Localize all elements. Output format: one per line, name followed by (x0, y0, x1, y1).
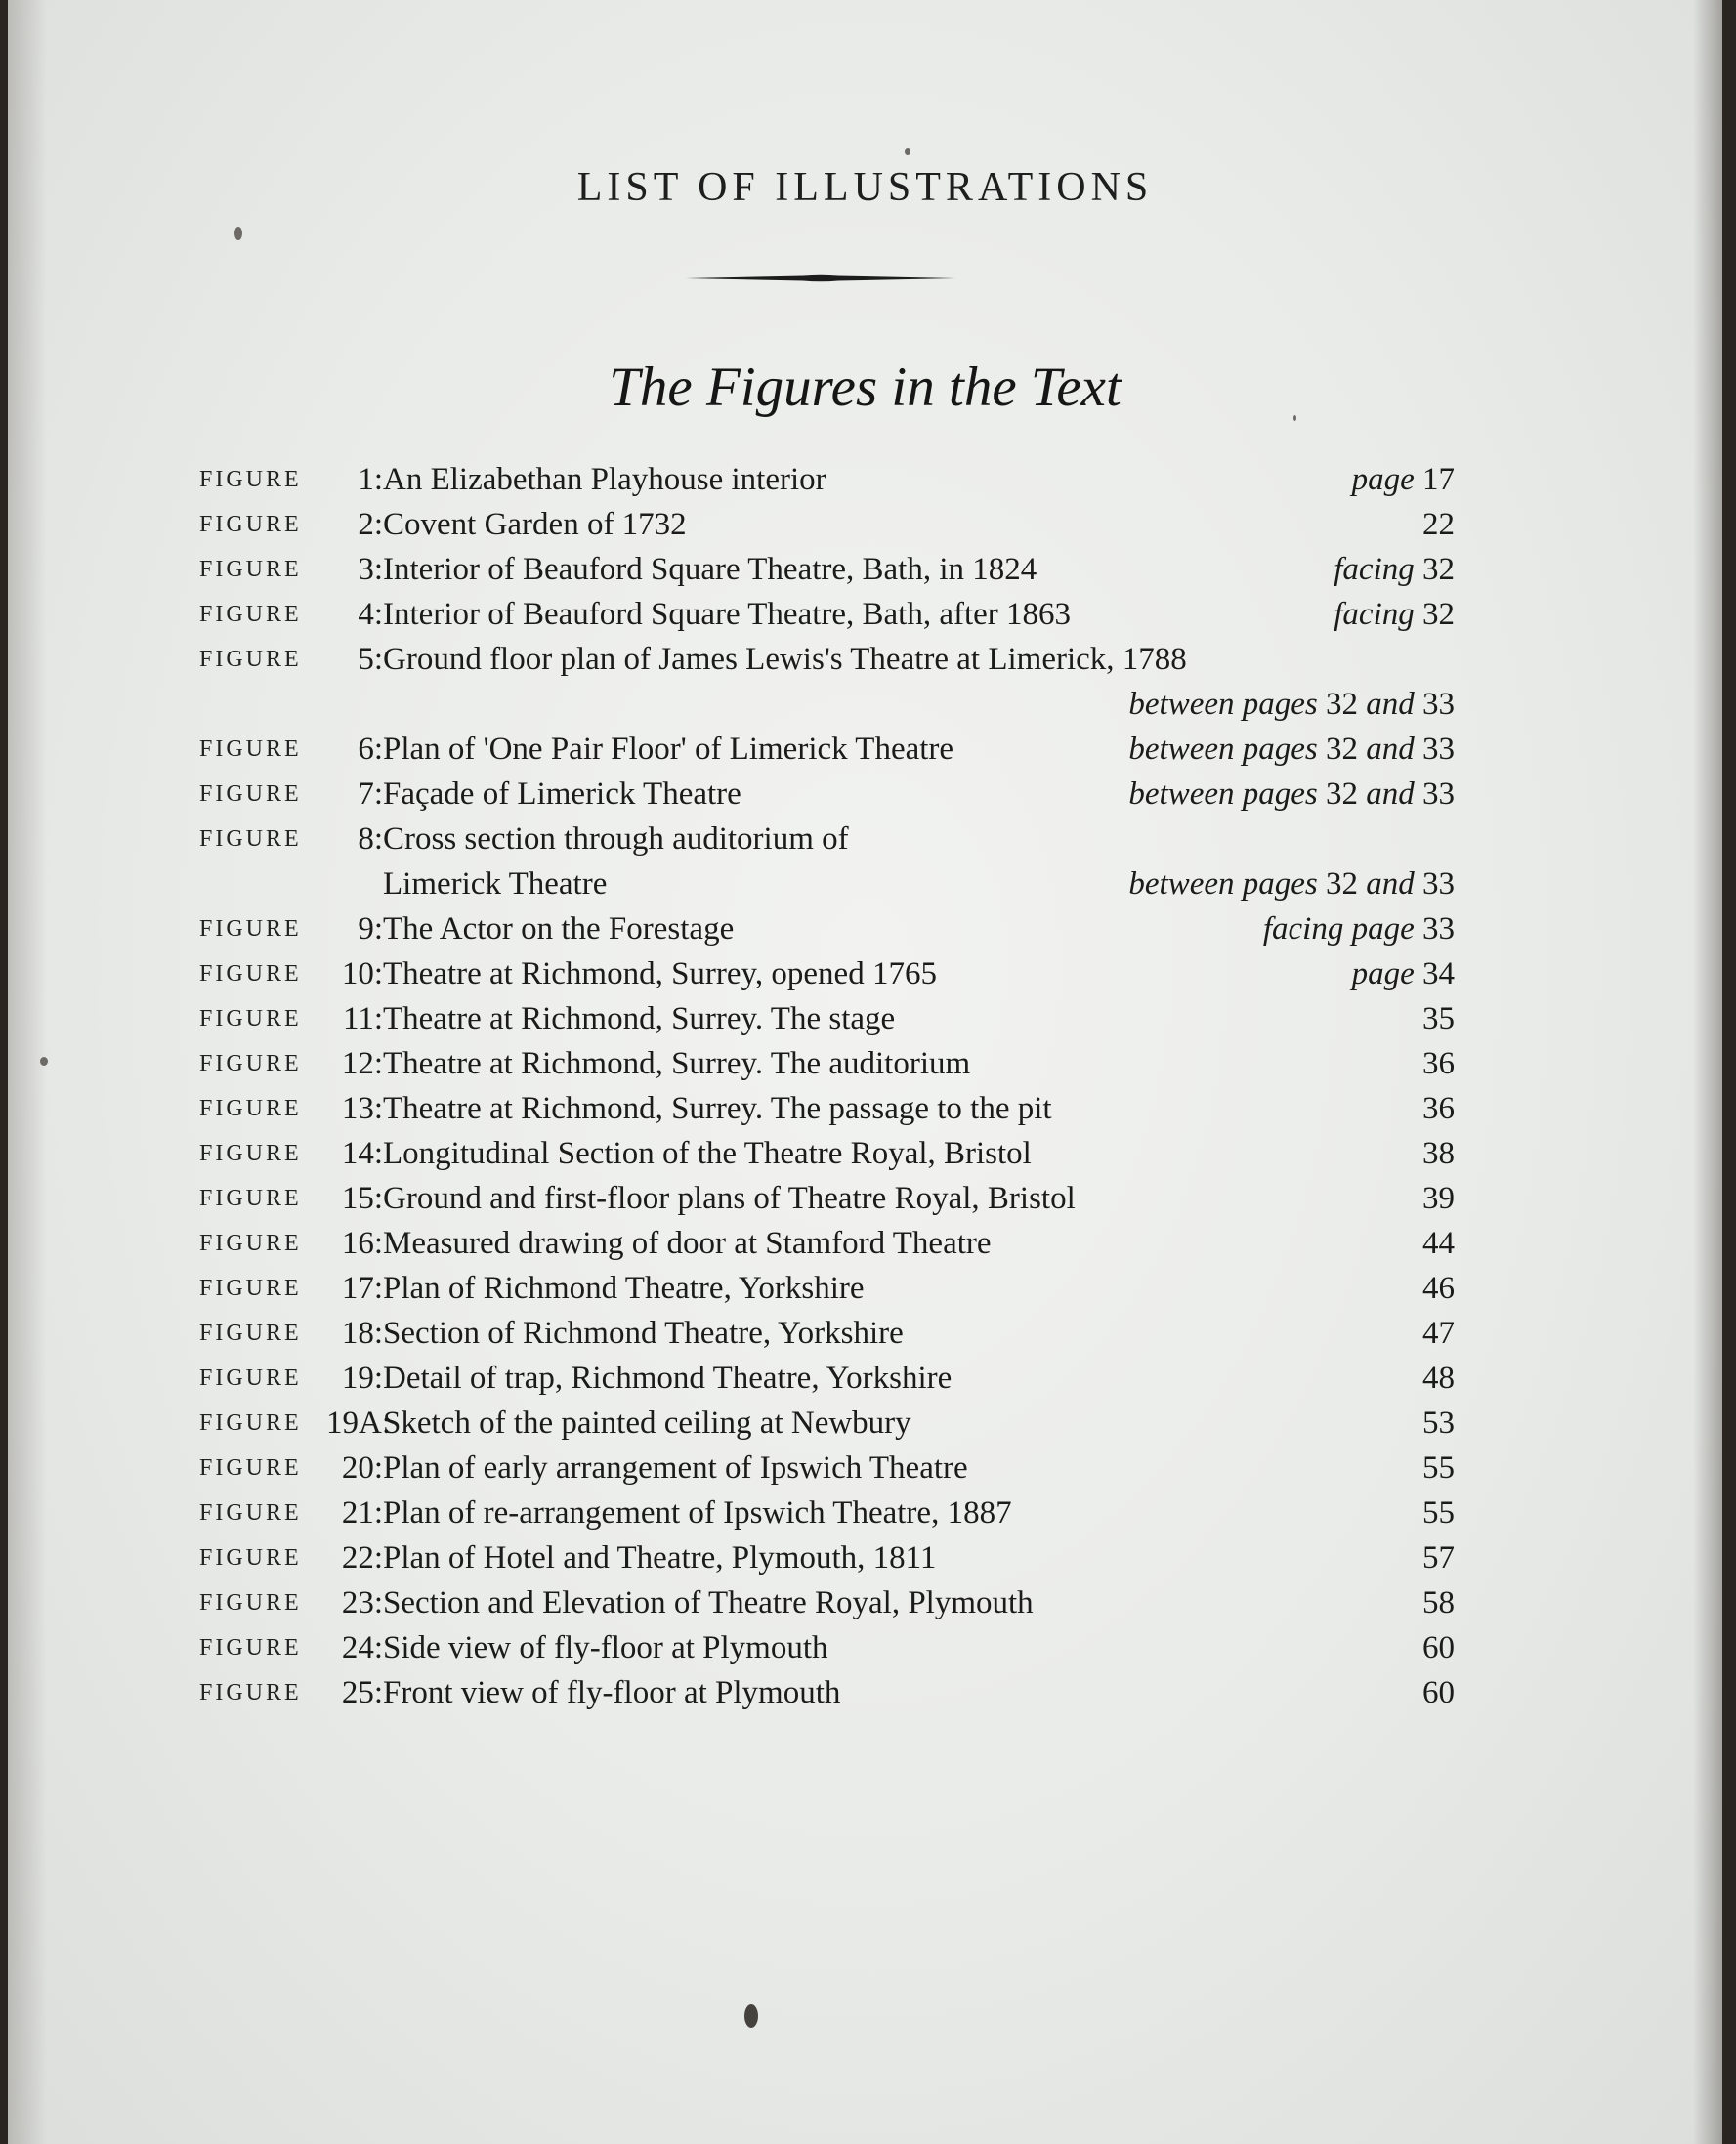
figure-label: FIGURE (199, 1186, 302, 1211)
figure-title: Ground floor plan of James Lewis's Theatre at Limerick, 1788 (383, 642, 1187, 677)
page-prefix: page (1351, 956, 1415, 991)
figure-number: 22: (341, 1540, 383, 1576)
figure-page-reference (1334, 592, 1455, 637)
title-rule-ornament (686, 272, 955, 285)
page-number: 32 and 33 (1326, 732, 1455, 767)
figure-title: Theatre at Richmond, Surrey. The stage (383, 1001, 896, 1036)
figure-page-reference (1422, 1041, 1455, 1086)
figure-entry (199, 906, 1455, 951)
figure-number: 25: (341, 1675, 383, 1710)
figure-page-reference (1128, 862, 1455, 906)
figure-page-reference (1422, 1131, 1455, 1176)
figure-title: The Actor on the Forestage (383, 911, 735, 946)
book-page (8, 0, 1722, 2144)
figure-entry (199, 502, 1455, 547)
figure-number: 9: (358, 911, 383, 946)
figure-label: FIGURE (199, 557, 302, 582)
figure-page-reference (1422, 1311, 1455, 1356)
figure-label: FIGURE (199, 1276, 302, 1301)
figure-title: Section and Elevation of Theatre Royal, Plymouth (383, 1585, 1034, 1620)
figure-entry (199, 457, 1455, 502)
figure-entry (199, 1311, 1455, 1356)
figure-number: 21: (341, 1495, 383, 1531)
page-number: 33 (1422, 911, 1455, 946)
figure-entry-continuation (199, 862, 1455, 906)
page-prefix: between pages (1128, 777, 1318, 812)
page-number: 39 (1422, 1181, 1455, 1216)
figure-label: FIGURE (199, 1590, 302, 1616)
figure-entry (199, 1086, 1455, 1131)
figure-number: 19: (341, 1361, 383, 1396)
figure-title: Interior of Beauford Square Theatre, Bath, in 1824 (383, 552, 1037, 587)
figure-title: Plan of Richmond Theatre, Yorkshire (383, 1271, 865, 1306)
figure-number: 2: (358, 507, 383, 542)
paper-speck (905, 148, 910, 155)
figure-entry (199, 1580, 1455, 1625)
figure-label: FIGURE (199, 1321, 302, 1346)
figure-entry (199, 1401, 1455, 1446)
page-edge-shadow-left (8, 0, 47, 2144)
figure-number: 16: (341, 1226, 383, 1261)
figure-entry (199, 772, 1455, 817)
page-edge-shadow-right (1693, 0, 1722, 2144)
figure-title: Cross section through auditorium of (383, 821, 849, 857)
figure-label: FIGURE (199, 1545, 302, 1571)
figure-number: 15: (341, 1181, 383, 1216)
figure-page-reference (1422, 1446, 1455, 1491)
figure-page-reference (1422, 1266, 1455, 1311)
figure-entry (199, 1446, 1455, 1491)
figure-title: An Elizabethan Playhouse interior (383, 462, 826, 497)
figure-page-reference (1422, 1670, 1455, 1715)
figure-entry (199, 1131, 1455, 1176)
paper-speck (744, 2004, 758, 2028)
page-number: 32 (1422, 552, 1455, 587)
figure-label: FIGURE (199, 602, 302, 627)
figure-page-reference (1422, 996, 1455, 1041)
figure-entry (199, 1176, 1455, 1221)
figure-page-reference (1352, 457, 1455, 502)
figure-label: FIGURE (199, 1680, 302, 1705)
figure-page-reference (1352, 951, 1455, 996)
figure-number: 20: (341, 1450, 383, 1486)
figure-page-reference (1422, 1176, 1455, 1221)
figure-entry (199, 1041, 1455, 1086)
figure-number: 3: (358, 552, 383, 587)
figure-title: Theatre at Richmond, Surrey. The auditorium (383, 1046, 971, 1081)
figure-title: Front view of fly-floor at Plymouth (383, 1675, 841, 1710)
page-number: 47 (1422, 1316, 1455, 1351)
figure-number: 5: (358, 642, 383, 677)
page-number: 34 (1422, 956, 1455, 991)
figure-number: 11: (343, 1001, 383, 1036)
figure-entry (199, 1491, 1455, 1535)
figure-entry (199, 547, 1455, 592)
figure-title: Section of Richmond Theatre, Yorkshire (383, 1316, 904, 1351)
figure-title: Sketch of the painted ceiling at Newbury (383, 1406, 911, 1441)
figure-title: Plan of 'One Pair Floor' of Limerick Theatre (383, 732, 954, 767)
page-title: LIST OF ILLUSTRATIONS (576, 165, 1154, 210)
figure-label: FIGURE (199, 1051, 302, 1076)
figure-page-reference (1263, 906, 1455, 951)
figure-number: 24: (341, 1630, 383, 1665)
figure-entry (199, 1535, 1455, 1580)
figure-label: FIGURE (199, 1096, 302, 1121)
figure-title: Ground and first-floor plans of Theatre Royal, Bristol (383, 1181, 1076, 1216)
figure-entry-continuation (199, 682, 1455, 727)
page-number: 48 (1422, 1361, 1455, 1396)
figure-number: 6: (358, 732, 383, 767)
page-number: 58 (1422, 1585, 1455, 1620)
figure-page-reference (1422, 1221, 1455, 1266)
section-title: The Figures in the Text (609, 357, 1122, 418)
page-number: 53 (1422, 1406, 1455, 1441)
figure-label: FIGURE (199, 1410, 302, 1436)
figure-title: Interior of Beauford Square Theatre, Bath, after 1863 (383, 597, 1072, 632)
page-number: 32 and 33 (1326, 687, 1455, 722)
figure-number: 23: (341, 1585, 383, 1620)
figure-page-reference (1422, 1580, 1455, 1625)
figure-entry (199, 1356, 1455, 1401)
figure-label: FIGURE (199, 961, 302, 987)
figure-entry (199, 1266, 1455, 1311)
figure-entry (199, 951, 1455, 996)
figure-label: FIGURE (199, 1366, 302, 1391)
figure-page-reference (1334, 547, 1455, 592)
figure-entry (199, 1625, 1455, 1670)
figure-title: Longitudinal Section of the Theatre Royal, Bristol (383, 1136, 1032, 1171)
figure-number: 19A: (326, 1406, 391, 1441)
figure-label: FIGURE (199, 1500, 302, 1526)
figure-page-reference (1128, 727, 1455, 772)
figure-page-reference (1128, 772, 1455, 817)
figure-label: FIGURE (199, 512, 302, 537)
figure-number: 7: (358, 777, 383, 812)
figure-entry (199, 592, 1455, 637)
page-number: 46 (1422, 1271, 1455, 1306)
page-number: 17 (1422, 462, 1455, 497)
page-number: 60 (1422, 1675, 1455, 1710)
page-prefix: facing (1334, 552, 1415, 587)
figure-entry (199, 1670, 1455, 1715)
figure-entry (199, 1221, 1455, 1266)
figure-label: FIGURE (199, 1455, 302, 1481)
page-number: 60 (1422, 1630, 1455, 1665)
page-prefix: facing page (1262, 911, 1415, 946)
figure-title: Measured drawing of door at Stamford Theatre (383, 1226, 992, 1261)
figure-page-reference (1422, 1491, 1455, 1535)
page-number: 32 and 33 (1326, 866, 1455, 902)
figure-title: Detail of trap, Richmond Theatre, Yorkshire (383, 1361, 953, 1396)
page-number: 55 (1422, 1495, 1455, 1531)
figure-number: 14: (341, 1136, 383, 1171)
paper-speck (40, 1057, 48, 1066)
figure-list (199, 457, 1455, 1715)
page-prefix: between pages (1128, 687, 1318, 722)
figure-label: FIGURE (199, 736, 302, 762)
figure-page-reference (1422, 1535, 1455, 1580)
paper-speck (234, 227, 242, 240)
figure-number: 4: (358, 597, 383, 632)
figure-page-reference (1422, 1401, 1455, 1446)
page-number: 55 (1422, 1450, 1455, 1486)
page-number: 57 (1422, 1540, 1455, 1576)
page-number: 44 (1422, 1226, 1455, 1261)
page-number: 32 (1422, 597, 1455, 632)
page-number: 38 (1422, 1136, 1455, 1171)
page-number: 32 and 33 (1326, 777, 1455, 812)
figure-label: FIGURE (199, 647, 302, 672)
figure-page-reference (1422, 1086, 1455, 1131)
figure-number: 18: (341, 1316, 383, 1351)
figure-entry (199, 996, 1455, 1041)
figure-title: Theatre at Richmond, Surrey, opened 1765 (383, 956, 937, 991)
figure-label: FIGURE (199, 781, 302, 807)
figure-title: Limerick Theatre (383, 866, 608, 902)
figure-page-reference (1422, 1625, 1455, 1670)
page-prefix: between pages (1128, 866, 1318, 902)
figure-title: Façade of Limerick Theatre (383, 777, 741, 812)
figure-label: FIGURE (199, 1141, 302, 1166)
figure-number: 8: (358, 821, 383, 857)
page-number: 36 (1422, 1091, 1455, 1126)
figure-title: Plan of Hotel and Theatre, Plymouth, 1811 (383, 1540, 937, 1576)
page-prefix: facing (1334, 597, 1415, 632)
figure-label: FIGURE (199, 1231, 302, 1256)
figure-label: FIGURE (199, 1006, 302, 1031)
figure-entry (199, 637, 1455, 682)
page-number: 22 (1422, 507, 1455, 542)
figure-number: 13: (341, 1091, 383, 1126)
figure-number: 17: (341, 1271, 383, 1306)
figure-title: Theatre at Richmond, Surrey. The passage to the pit (383, 1091, 1052, 1126)
page-number: 36 (1422, 1046, 1455, 1081)
figure-title: Covent Garden of 1732 (383, 507, 687, 542)
figure-title: Side view of fly-floor at Plymouth (383, 1630, 828, 1665)
figure-entry (199, 727, 1455, 772)
figure-page-reference (1422, 1356, 1455, 1401)
page-number: 35 (1422, 1001, 1455, 1036)
figure-label: FIGURE (199, 1635, 302, 1661)
figure-title: Plan of re-arrangement of Ipswich Theatre, 1887 (383, 1495, 1012, 1531)
page-prefix: between pages (1128, 732, 1318, 767)
figure-number: 12: (341, 1046, 383, 1081)
figure-number: 1: (358, 462, 383, 497)
figure-label: FIGURE (199, 467, 302, 492)
figure-label: FIGURE (199, 916, 302, 942)
figure-entry (199, 817, 1455, 862)
figure-label: FIGURE (199, 826, 302, 852)
figure-page-reference (1422, 502, 1455, 547)
page-prefix: page (1351, 462, 1415, 497)
figure-title: Plan of early arrangement of Ipswich Theatre (383, 1450, 968, 1486)
figure-number: 10: (341, 956, 383, 991)
figure-page-reference (1128, 682, 1455, 727)
